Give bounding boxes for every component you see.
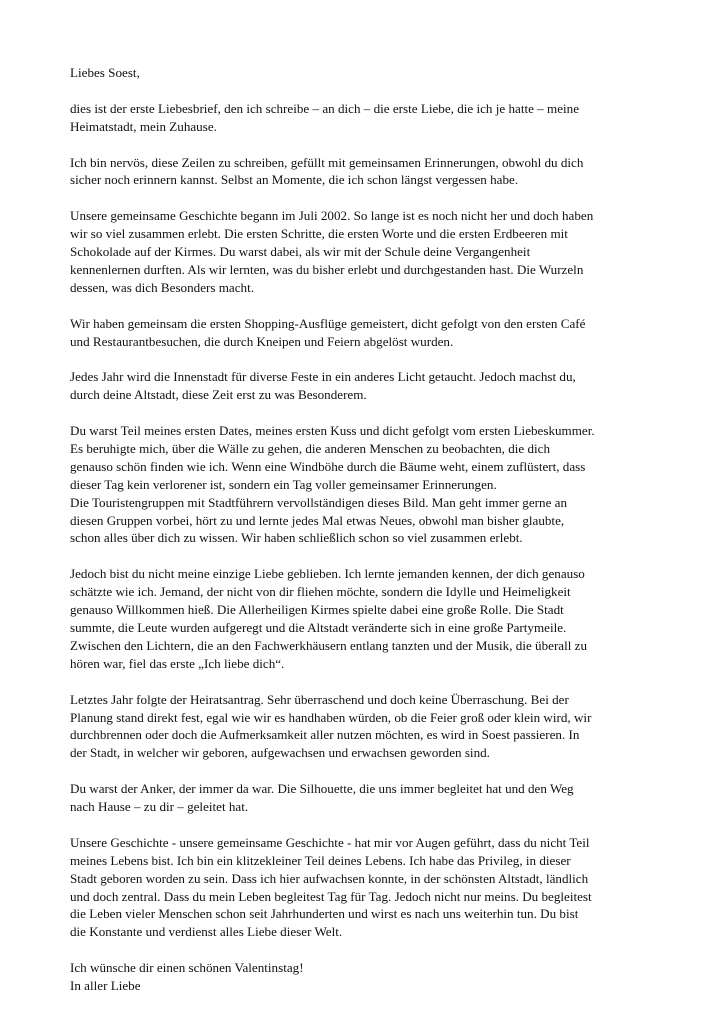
- text-line: Unsere gemeinsame Geschichte begann im Juli 2002. So lange ist es noch nicht her und doch haben: [70, 208, 594, 224]
- text-line: sicher noch erinnern kannst. Selbst an Momente, die ich schon längst vergessen habe.: [70, 172, 519, 188]
- text-line: summte, die Leute wurden aufgeregt und die Altstadt veränderte sich in eine große Partymeile.: [70, 619, 567, 635]
- text-line: genauso schön finden wie ich. Wenn eine Windböhe durch die Bäume weht, einem zuflüstert, dass: [70, 458, 586, 474]
- paragraph-1: [70, 100, 670, 136]
- text-line: der Stadt, in welcher wir geboren, aufgewachsen und erwachsen geworden sind.: [70, 745, 490, 761]
- text-line: meines Lebens bist. Ich bin ein klitzekleiner Teil deines Lebens. Ich habe das Privileg, in dieser: [70, 852, 571, 868]
- text-line: Schokolade auf der Kirmes. Du warst dabei, als wir mit der Schule deine Vergangenheit: [70, 244, 531, 260]
- paragraph-7: [70, 565, 670, 672]
- text-line: dies ist der erste Liebesbrief, den ich schreibe – an dich – die erste Liebe, die ich je hatte – meine: [70, 100, 580, 116]
- text-line: Planung stand direkt fest, egal wie wir es handhaben würden, ob die Feier groß oder klein wird, wir: [70, 709, 592, 725]
- text-line: Unsere Geschichte - unsere gemeinsame Geschichte - hat mir vor Augen geführt, dass du nicht Teil: [70, 834, 590, 850]
- text-line: Stadt geboren worden zu sein. Dass ich hier aufwachsen konnte, in der schönsten Altstadt, ländlich: [70, 870, 589, 886]
- text-line: nach Hause – zu dir – geleitet hat.: [70, 799, 249, 815]
- text-line: Es beruhigte mich, über die Wälle zu gehen, die anderen Menschen zu beobachten, die dich: [70, 440, 551, 456]
- salutation: [70, 64, 670, 82]
- text-line: und Restaurantbesuchen, die durch Kneipen und Feiern abgelöst wurden.: [70, 333, 454, 349]
- text-line: Zwischen den Lichtern, die an den Fachwerkhäusern entlang tanzten und der Musik, die überall zu: [70, 637, 588, 653]
- text-line: Du warst Teil meines ersten Dates, meines ersten Kuss und dicht gefolgt vom ersten Liebeskummer.: [70, 423, 595, 439]
- letter-body: [70, 64, 670, 995]
- text-line: kennenlernen durften. Als wir lernten, was du bisher erlebt und durchgestanden hast. Die Wurzeln: [70, 261, 584, 277]
- text-line: schätzte wie ich. Jemand, der nicht von dir fliehen möchte, sondern die Idylle und Heimeligkeit: [70, 584, 571, 600]
- text-line: hören war, fiel das erste „Ich liebe dich“.: [70, 655, 285, 671]
- salutation-line: Liebes Soest,: [70, 65, 140, 80]
- text-line: die Konstante und verdienst alles Liebe dieser Welt.: [70, 924, 343, 940]
- text-line: schon alles über dich zu wissen. Wir haben schließlich schon so viel zusammen erlebt.: [70, 530, 523, 546]
- text-line: diesen Gruppen vorbei, hört zu und lernte jedes Mal etwas Neues, obwohl man bisher glaubte,: [70, 512, 565, 528]
- text-line: durchbrennen oder doch die Aufmerksamkeit aller nutzen möchten, es wird in Soest passieren. In: [70, 727, 580, 743]
- text-line: Ich bin nervös, diese Zeilen zu schreiben, gefüllt mit gemeinsamen Erinnerungen, obwohl du dich: [70, 154, 584, 170]
- text-line: Letztes Jahr folgte der Heiratsantrag. Sehr überraschend und doch keine Überraschung. Bei der: [70, 691, 569, 707]
- paragraph-9: [70, 780, 670, 816]
- text-line: und doch zentral. Dass du mein Leben begleitest Tag für Tag. Jedoch nicht nur meins. Du begleitest: [70, 888, 592, 904]
- text-line: Die Touristengruppen mit Stadtführern vervollständigen dieses Bild. Man geht immer gerne an: [70, 494, 568, 510]
- closing-greeting: Ich wünsche dir einen schönen Valentinstag!: [70, 960, 304, 976]
- text-line: genauso Willkommen hieß. Die Allerheiligen Kirmes spielte dabei eine große Rolle. Die Stadt: [70, 602, 564, 618]
- text-line: Du warst der Anker, der immer da war. Die Silhouette, die uns immer begleitet hat und den Weg: [70, 781, 574, 797]
- paragraph-2: [70, 154, 670, 190]
- paragraph-6: [70, 422, 670, 547]
- text-line: dessen, was dich Besonders macht.: [70, 279, 254, 295]
- text-line: Jedes Jahr wird die Innenstadt für diverse Feste in ein anderes Licht getaucht. Jedoch machst du,: [70, 369, 576, 385]
- paragraph-5: [70, 368, 670, 404]
- text-line: dieser Tag kein verlorener ist, sondern ein Tag voller gemeinsamer Erinnerungen.: [70, 476, 497, 492]
- text-line: Jedoch bist du nicht meine einzige Liebe geblieben. Ich lernte jemanden kennen, der dich genauso: [70, 566, 585, 582]
- text-line: Heimatstadt, mein Zuhause.: [70, 118, 217, 134]
- paragraph-3: [70, 207, 670, 297]
- text-line: wir so viel zusammen erlebt. Die ersten Schritte, die ersten Worte und die ersten Erdbeeren mit: [70, 226, 568, 242]
- paragraph-8: [70, 691, 670, 763]
- paragraph-10: [70, 834, 670, 941]
- closing: [70, 959, 670, 995]
- text-line: durch deine Altstadt, diese Zeit erst zu was Besonderem.: [70, 387, 367, 403]
- text-line: Wir haben gemeinsam die ersten Shopping-Ausflüge gemeistert, dicht gefolgt von den ersten Café: [70, 315, 586, 331]
- closing-signoff: In aller Liebe: [70, 978, 141, 994]
- text-line: die Leben vieler Menschen schon seit Jahrhunderten und wirst es nach uns weiterhin tun. Du bist: [70, 906, 579, 922]
- paragraph-4: [70, 315, 670, 351]
